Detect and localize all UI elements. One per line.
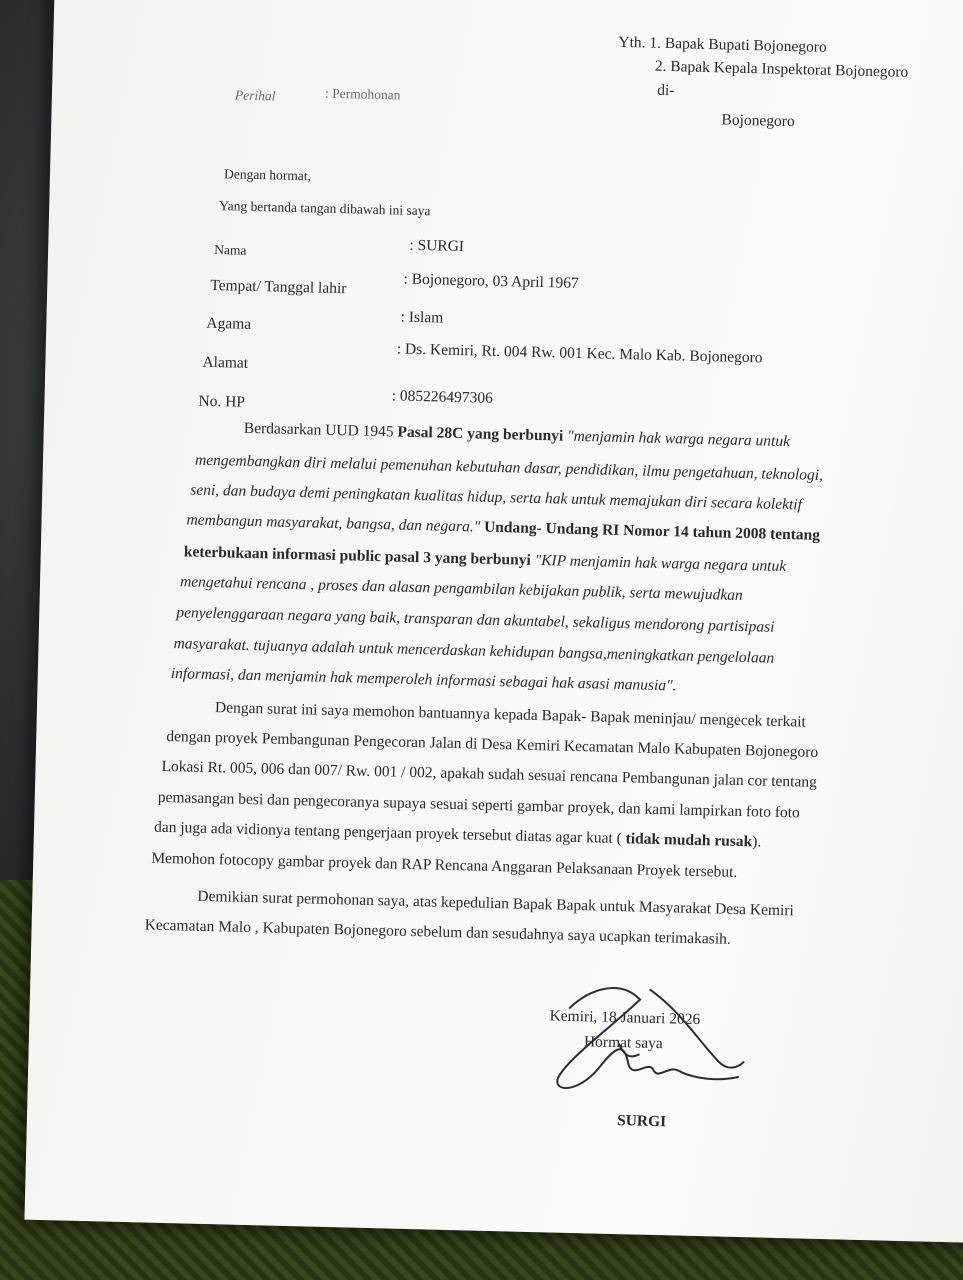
identity-value-nama: : SURGI <box>409 236 465 256</box>
intro-line: Yang bertanda tangan dibawah ini saya <box>219 198 431 219</box>
identity-label-ttl: Tempat/ Tanggal lahir <box>210 276 347 298</box>
subject-value: : Permohonan <box>324 85 401 103</box>
identity-label-alamat: Alamat <box>202 353 249 372</box>
para1-line-9: informasi, dan menjamin hak memperoleh informasi sebagai hak asasi manusia". <box>170 665 677 695</box>
recipient-line-2: 2. Bapak Kepala Inspektorat Bojonegoro <box>654 57 909 81</box>
identity-value-hp: : 085226497306 <box>391 387 494 407</box>
recipient-line-4: Bojonegoro <box>721 111 795 131</box>
recipient-line-3: di- <box>657 81 675 100</box>
letter-page <box>24 0 963 1244</box>
identity-value-ttl: : Bojonegoro, 03 April 1967 <box>403 270 579 292</box>
para1-line-2: mengembangkan diri melalui pemenuhan kebutuhan dasar, pendidikan, ilmu pengetahuan, teknologi, <box>194 451 824 484</box>
closing-regards: Hormat saya <box>583 1033 663 1053</box>
para1-line-4: membangun masyarakat, bangsa, dan negara." Undang- Undang RI Nomor 14 tahun 2008 tentang <box>186 511 821 544</box>
greeting: Dengan hormat, <box>223 166 312 184</box>
identity-label-hp: No. HP <box>198 392 246 411</box>
para2-line-4: pemasangan besi dan pengecoranya supaya sesuai seperti gambar proyek, dan kami lampirkan foto foto <box>157 788 801 822</box>
para1-line-8: masyarakat. tujuanya adalah untuk mencerdaskan kehidupan bangsa,meningkatkan pengelolaan <box>173 635 775 667</box>
para1-line-3: seni, dan budaya demi peningkatan kualitas hidup, serta hak untuk memajukan diri secara kolektif <box>190 481 803 514</box>
signatory-name: SURGI <box>616 1112 667 1131</box>
para2-line-1: Dengan surat ini saya memohon bantuannya kepada Bapak- Bapak meninjau/ mengecek terkait <box>214 699 807 731</box>
para1-line-5: keterbukaan informasi public pasal 3 yang berbunyi "KIP menjamin hak warga negara untuk <box>183 543 787 576</box>
para2-line-2: dengan proyek Pembangunan Pengecoran Jalan di Desa Kemiri Kecamatan Malo Kabupaten Bojonegoro <box>166 727 819 761</box>
para1-line-1: Berdasarkan UUD 1945 Pasal 28C yang berbunyi "menjamin hak warga negara untuk <box>243 419 791 451</box>
para1-line-6: mengetahui rencana , proses dan alasan pengambilan kebijakan publik, serta mewujudkan <box>179 573 743 604</box>
recipient-line-1: Yth. 1. Bapak Bupati Bojonegoro <box>618 33 827 56</box>
subject-label: Perihal <box>234 87 276 104</box>
identity-label-agama: Agama <box>206 314 252 333</box>
para3-line-1: Demikian surat permohonan saya, atas kepedulian Bapak Bapak untuk Masyarakat Desa Kemiri <box>197 887 795 920</box>
identity-value-agama: : Islam <box>400 308 444 327</box>
para2-line-6: Memohon fotocopy gambar proyek dan RAP Rencana Anggaran Pelaksanaan Proyek tersebut. <box>151 849 738 881</box>
para2-line-5: dan juga ada vidionya tentang pengerjaan proyek tersebut diatas agar kuat ( tidak mudah rusak). <box>153 818 762 851</box>
signature-image <box>527 967 760 1113</box>
identity-value-alamat: : Ds. Kemiri, Rt. 004 Rw. 001 Kec. Malo Kab. Bojonegoro <box>396 340 763 367</box>
closing-place-date: Kemiri, 18 Januari 2026 <box>549 1007 701 1029</box>
para2-line-3: Lokasi Rt. 005, 006 dan 007/ Rw. 001 / 002, apakah sudah sesuai rencana Pembangunan jalan cor tentang <box>161 757 818 791</box>
para3-line-2: Kecamatan Malo , Kabupaten Bojonegoro sebelum dan sesudahnya saya ucapkan terimakasih. <box>144 916 731 948</box>
identity-label-nama: Nama <box>214 241 247 258</box>
para1-line-7: penyelenggaraan negara yang baik, transparan dan akuntabel, sekaligus mendorong partisipasi <box>176 604 775 636</box>
